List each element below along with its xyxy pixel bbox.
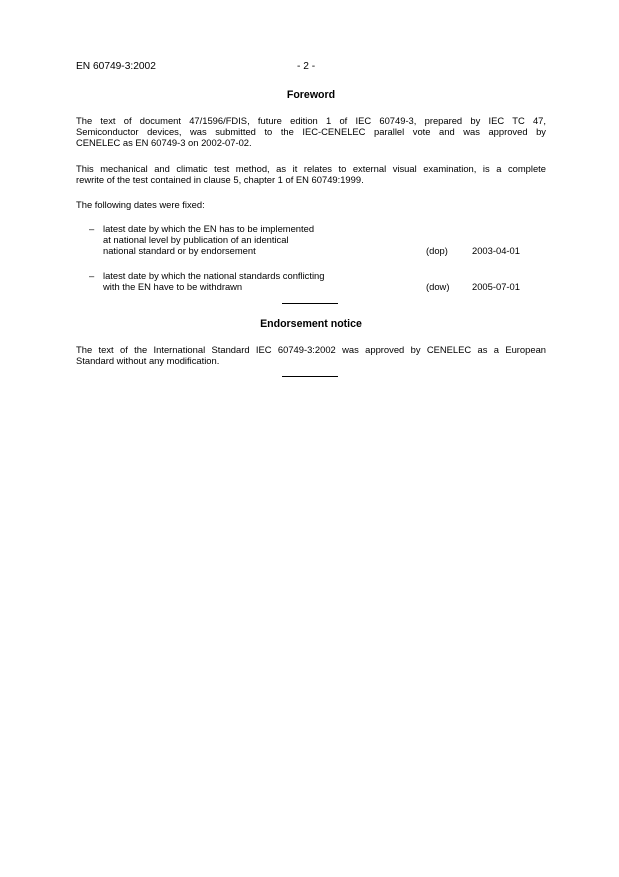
list-dash: –	[89, 223, 95, 234]
date-list-item-dop	[89, 223, 549, 259]
date-list-item-line: latest date by which the national standards conflicting	[103, 270, 325, 281]
foreword-paragraph-3-line: The following dates were fixed:	[76, 199, 205, 210]
date-list-item-line: national standard or by endorsement	[103, 245, 256, 256]
endorsement-title: Endorsement notice	[260, 318, 362, 330]
foreword-paragraph-1-line: CENELEC as EN 60749-3 on 2002-07-02.	[76, 137, 252, 148]
endorsement-paragraph	[76, 344, 546, 366]
date-list-item-line: with the EN have to be withdrawn	[103, 281, 243, 292]
section-divider	[282, 376, 338, 377]
foreword-paragraph-2-line: rewrite of the test contained in clause 5, chapter 1 of EN 60749:1999.	[76, 174, 364, 185]
endorsement-paragraph-line: Standard without any modification.	[76, 355, 220, 366]
date-abbreviation: (dop)	[426, 245, 448, 256]
date-abbreviation: (dow)	[426, 281, 450, 292]
endorsement-paragraph-line: The text of the International Standard IEC 60749-3:2002 was approved by CENELEC as a European	[76, 344, 546, 355]
foreword-title: Foreword	[286, 89, 336, 101]
date-list-item-text	[103, 270, 325, 292]
date-list-item-dow	[89, 270, 549, 294]
list-dash: –	[89, 270, 95, 281]
date-list-item-text	[103, 223, 314, 256]
foreword-paragraph-1	[76, 115, 546, 148]
foreword-paragraph-3	[76, 199, 546, 210]
foreword-paragraph-2	[76, 163, 546, 185]
date-list-item-line: at national level by publication of an identical	[103, 234, 289, 245]
document-id: EN 60749-3:2002	[76, 61, 156, 72]
section-divider	[282, 303, 338, 304]
foreword-paragraph-1-line: Semiconductor devices, was submitted to the IEC-CENELEC parallel vote and was approved by	[76, 126, 546, 137]
foreword-paragraph-2-line: This mechanical and climatic test method, as it relates to external visual examination, is a complete	[76, 163, 546, 174]
foreword-paragraph-1-line: The text of document 47/1596/FDIS, future edition 1 of IEC 60749-3, prepared by IEC TC 47,	[76, 115, 546, 126]
date-value: 2003-04-01	[472, 245, 520, 256]
date-value: 2005-07-01	[472, 281, 520, 292]
date-list-item-line: latest date by which the EN has to be implemented	[103, 223, 315, 234]
page-number: - 2 -	[297, 61, 316, 72]
